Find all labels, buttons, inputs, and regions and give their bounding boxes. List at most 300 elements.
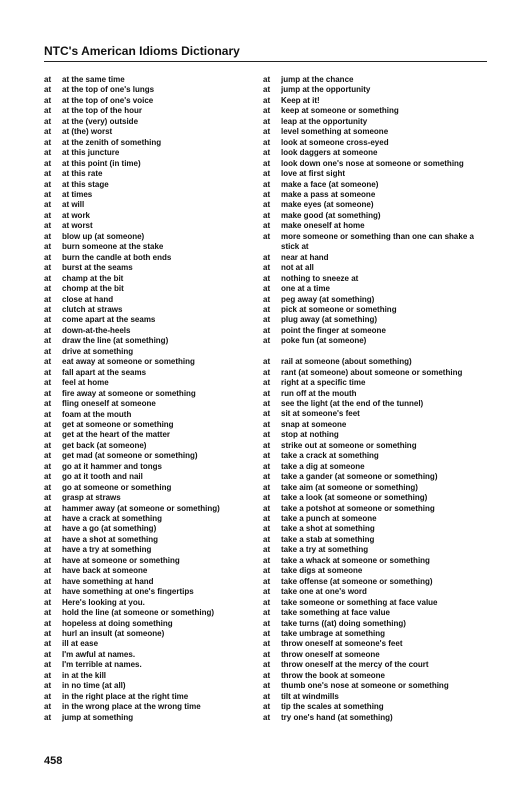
- entry-keyword: at: [263, 608, 271, 618]
- entry-keyword: at: [44, 419, 52, 429]
- entry-keyword: at: [44, 304, 52, 314]
- entry-idiom: have at someone or something: [62, 555, 180, 565]
- index-entry: [263, 221, 493, 231]
- entry-keyword: at: [44, 660, 52, 670]
- entry-idiom: at the (very) outside: [62, 116, 139, 126]
- entry-keyword: at: [44, 514, 52, 524]
- index-entry: [44, 399, 264, 409]
- entry-keyword: at: [263, 440, 271, 450]
- index-entry: [263, 409, 493, 419]
- entry-idiom: close at hand: [62, 294, 114, 304]
- index-entry: [44, 702, 264, 712]
- entry-keyword: at: [263, 399, 271, 409]
- index-entry: [263, 200, 493, 210]
- entry-keyword: at: [263, 158, 271, 168]
- entry-keyword: at: [263, 702, 271, 712]
- entry-keyword: at: [263, 367, 271, 377]
- entry-idiom: blow up (at someone): [62, 231, 145, 241]
- index-entry: [263, 681, 493, 691]
- entry-keyword: at: [263, 566, 271, 576]
- index-entry: [44, 441, 264, 451]
- entry-idiom: point the finger at someone: [281, 325, 386, 335]
- entry-idiom: at this juncture: [62, 148, 120, 158]
- entry-keyword: at: [44, 95, 52, 105]
- entry-keyword: at: [44, 451, 52, 461]
- entry-keyword: at: [263, 514, 271, 524]
- entry-idiom: clutch at straws: [62, 304, 123, 314]
- entry-keyword: at: [44, 545, 52, 555]
- index-entry: [44, 295, 264, 305]
- entry-idiom: stop at nothing: [281, 430, 339, 440]
- entry-idiom: strike out at someone or something: [281, 440, 417, 450]
- entry-idiom: have a go (at something): [62, 524, 157, 534]
- entry-keyword: at: [44, 576, 52, 586]
- index-entry: [263, 483, 493, 493]
- entry-idiom: draw the line (at something): [62, 336, 169, 346]
- index-entry: [44, 96, 264, 106]
- index-entry: [44, 253, 264, 263]
- entry-idiom: take a shot at something: [281, 524, 375, 534]
- entry-keyword: at: [44, 336, 52, 346]
- index-entry: [263, 514, 493, 524]
- entry-idiom: nothing to sneeze at: [281, 273, 359, 283]
- index-entry: [44, 514, 264, 524]
- entry-idiom: take a try at something: [281, 545, 369, 555]
- entry-idiom: hold the line (at someone or something): [62, 608, 215, 618]
- entry-keyword: at: [44, 169, 52, 179]
- entry-idiom: down-at-the-heels: [62, 325, 131, 335]
- index-entry: [44, 713, 264, 723]
- entry-keyword: at: [263, 252, 271, 262]
- entry-idiom: rant (at someone) about someone or something: [281, 367, 463, 377]
- index-entry: [44, 524, 264, 534]
- entry-idiom: jump at the chance: [281, 75, 354, 84]
- entry-keyword: at: [263, 284, 271, 294]
- index-entry: [44, 357, 264, 367]
- index-entry: [263, 524, 493, 534]
- entry-idiom: take a punch at someone: [281, 514, 377, 524]
- entry-keyword: at: [44, 210, 52, 220]
- entry-idiom: at the top of one's lungs: [62, 85, 155, 95]
- index-entry: [44, 315, 264, 325]
- entry-keyword: at: [263, 534, 271, 544]
- entry-keyword: at: [263, 451, 271, 461]
- index-entry: [263, 639, 493, 649]
- entry-idiom: I'm awful at names.: [62, 649, 136, 659]
- entry-keyword: at: [263, 503, 271, 513]
- entry-keyword: at: [44, 75, 52, 84]
- entry-keyword: at: [44, 493, 52, 503]
- index-entry: [44, 190, 264, 200]
- index-entry: [44, 389, 264, 399]
- entry-keyword: at: [263, 681, 271, 691]
- entry-idiom: take a stab at something: [281, 534, 375, 544]
- index-entry: [263, 713, 493, 723]
- index-entry: [263, 106, 493, 116]
- entry-keyword: at: [263, 461, 271, 471]
- entry-keyword: at: [263, 555, 271, 565]
- index-entry: [263, 545, 493, 555]
- entry-idiom: take a crack at something: [281, 451, 379, 461]
- entry-keyword: at: [263, 524, 271, 534]
- entry-keyword: at: [263, 273, 271, 283]
- index-entry: [44, 556, 264, 566]
- index-entry: [44, 619, 264, 629]
- entry-idiom: jump at something: [62, 712, 134, 722]
- entry-idiom: take a whack at someone or something: [281, 555, 430, 565]
- entry-idiom: make oneself at home: [281, 221, 365, 231]
- entry-keyword: at: [44, 137, 52, 147]
- entry-keyword: at: [263, 482, 271, 492]
- entry-idiom: get at the heart of the matter: [62, 430, 171, 440]
- entry-idiom: take one at one's word: [281, 587, 367, 597]
- entry-idiom: level something at someone: [281, 127, 389, 137]
- index-entry: [44, 629, 264, 639]
- entry-keyword: at: [44, 252, 52, 262]
- entry-idiom: foam at the mouth: [62, 409, 132, 419]
- entry-idiom: rail at someone (about something): [281, 357, 412, 367]
- index-entry: [44, 598, 264, 608]
- entry-keyword: at: [263, 691, 271, 701]
- index-entry: [263, 629, 493, 639]
- entry-idiom: make a face (at someone): [281, 179, 379, 189]
- entry-idiom: take aim (at someone or something): [281, 482, 418, 492]
- index-entry: [44, 326, 264, 336]
- entry-keyword: at: [263, 409, 271, 419]
- index-entry: [263, 441, 493, 451]
- index-entry: [263, 274, 493, 284]
- index-entry: [263, 420, 493, 430]
- entry-idiom: have back at someone: [62, 566, 148, 576]
- entry-keyword: at: [263, 597, 271, 607]
- entry-keyword: at: [263, 231, 271, 241]
- entry-keyword: at: [263, 388, 271, 398]
- entry-idiom: jump at the opportunity: [281, 85, 371, 95]
- entry-keyword: at: [263, 294, 271, 304]
- entry-idiom: look daggers at someone: [281, 148, 378, 158]
- entry-idiom: go at someone or something: [62, 482, 172, 492]
- entry-keyword: at: [263, 106, 271, 116]
- index-entry: [44, 420, 264, 430]
- index-entry: [263, 75, 493, 85]
- entry-keyword: at: [44, 148, 52, 158]
- index-entry: [44, 274, 264, 284]
- index-entry: [263, 190, 493, 200]
- index-entry: [263, 598, 493, 608]
- entry-idiom: have something at one's fingertips: [62, 587, 194, 597]
- entry-idiom: fall apart at the seams: [62, 367, 147, 377]
- entry-keyword: at: [44, 294, 52, 304]
- entry-idiom: at (the) worst: [62, 127, 113, 137]
- index-entry: [263, 608, 493, 618]
- index-entry: [44, 483, 264, 493]
- entry-idiom: more someone or something than one can shake a stick at: [281, 231, 474, 252]
- entry-keyword: at: [263, 712, 271, 722]
- index-entry: [44, 410, 264, 420]
- entry-keyword: at: [263, 493, 271, 503]
- entry-idiom: hammer away (at someone or something): [62, 503, 220, 513]
- index-entry: [44, 660, 264, 670]
- entry-idiom: take turns ((at) doing something): [281, 618, 406, 628]
- entry-keyword: at: [44, 378, 52, 388]
- entry-idiom: pick at someone or something: [281, 304, 397, 314]
- entry-keyword: at: [44, 618, 52, 628]
- entry-keyword: at: [44, 242, 52, 252]
- entry-keyword: at: [44, 189, 52, 199]
- entry-keyword: at: [263, 315, 271, 325]
- entry-keyword: at: [44, 440, 52, 450]
- entry-keyword: at: [44, 670, 52, 680]
- entry-keyword: at: [263, 189, 271, 199]
- entry-keyword: at: [44, 263, 52, 273]
- entry-keyword: at: [44, 566, 52, 576]
- entry-idiom: look down one's nose at someone or something: [281, 158, 464, 168]
- index-entry: [44, 587, 264, 597]
- entry-keyword: at: [44, 649, 52, 659]
- index-entry: [263, 284, 493, 294]
- entry-keyword: at: [263, 587, 271, 597]
- index-entry: [263, 587, 493, 597]
- entry-keyword: at: [44, 681, 52, 691]
- entry-keyword: at: [44, 221, 52, 231]
- entry-keyword: at: [44, 587, 52, 597]
- index-entry: [44, 545, 264, 555]
- entry-keyword: at: [44, 702, 52, 712]
- entry-keyword: at: [44, 430, 52, 440]
- entry-idiom: take umbrage at something: [281, 629, 386, 638]
- index-entry: [263, 577, 493, 587]
- entry-idiom: take a potshot at someone or something: [281, 503, 435, 513]
- entry-idiom: drive at something: [62, 346, 134, 356]
- entry-idiom: at worst: [62, 221, 93, 231]
- index-entry: [263, 253, 493, 263]
- entry-keyword: at: [44, 639, 52, 649]
- entry-idiom: burst at the seams: [62, 263, 133, 273]
- header-rule: [44, 61, 487, 62]
- entry-idiom: in at the kill: [62, 670, 107, 680]
- entry-keyword: at: [263, 263, 271, 273]
- index-entry: [44, 159, 264, 169]
- index-entry: [263, 650, 493, 660]
- index-entry: [263, 399, 493, 409]
- index-entry: [263, 389, 493, 399]
- index-entry: [263, 263, 493, 273]
- entry-keyword: at: [263, 545, 271, 555]
- entry-keyword: at: [263, 200, 271, 210]
- entry-idiom: see the light (at the end of the tunnel): [281, 399, 424, 409]
- entry-keyword: at: [44, 409, 52, 419]
- entry-idiom: in no time (at all): [62, 681, 126, 691]
- index-entry: [44, 180, 264, 190]
- index-entry: [44, 127, 264, 137]
- index-entry: [263, 315, 493, 325]
- index-entry: [263, 368, 493, 378]
- entry-idiom: try one's hand (at something): [281, 712, 393, 722]
- entry-keyword: at: [44, 357, 52, 367]
- entry-idiom: have something at hand: [62, 576, 154, 586]
- entry-keyword: at: [263, 137, 271, 147]
- index-entry: [263, 619, 493, 629]
- running-header: NTC's American Idioms Dictionary: [44, 44, 240, 58]
- entry-keyword: at: [44, 116, 52, 126]
- entry-idiom: throw the book at someone: [281, 670, 386, 680]
- entry-idiom: at this point (in time): [62, 158, 141, 168]
- entry-idiom: at the same time: [62, 75, 125, 84]
- entry-keyword: at: [263, 660, 271, 670]
- entry-keyword: at: [263, 221, 271, 231]
- index-entry: [263, 566, 493, 576]
- entry-keyword: at: [263, 169, 271, 179]
- entry-keyword: at: [44, 315, 52, 325]
- entry-keyword: at: [44, 712, 52, 722]
- index-entry: [44, 169, 264, 179]
- entry-idiom: tilt at windmills: [281, 691, 339, 701]
- entry-idiom: sit at someone's feet: [281, 409, 360, 419]
- entry-keyword: at: [263, 378, 271, 388]
- entry-idiom: have a crack at something: [62, 514, 163, 524]
- index-entry: [263, 430, 493, 440]
- entry-idiom: make good (at something): [281, 210, 381, 220]
- entry-idiom: tip the scales at something: [281, 702, 384, 712]
- entry-idiom: throw oneself at someone's feet: [281, 639, 403, 649]
- entry-idiom: take a look (at someone or something): [281, 493, 428, 503]
- index-entry: [263, 357, 493, 367]
- entry-idiom: look at someone cross-eyed: [281, 137, 389, 147]
- index-entry: [44, 577, 264, 587]
- entry-idiom: throw oneself at the mercy of the court: [281, 660, 429, 670]
- entry-keyword: at: [44, 127, 52, 137]
- index-entry: [263, 493, 493, 503]
- entry-keyword: at: [263, 75, 271, 84]
- index-entry: [44, 284, 264, 294]
- entry-keyword: at: [44, 284, 52, 294]
- index-entry: [263, 127, 493, 137]
- entry-idiom: grasp at straws: [62, 493, 121, 503]
- entry-keyword: at: [263, 670, 271, 680]
- index-entry: [263, 336, 493, 346]
- index-entry: [263, 117, 493, 127]
- entry-keyword: at: [44, 608, 52, 618]
- entry-idiom: fling oneself at someone: [62, 399, 156, 409]
- entry-keyword: at: [263, 639, 271, 649]
- entry-keyword: at: [44, 399, 52, 409]
- entry-keyword: at: [44, 231, 52, 241]
- entry-idiom: at the zenith of something: [62, 137, 162, 147]
- index-entry: [44, 671, 264, 681]
- entry-idiom: at will: [62, 200, 85, 210]
- entry-idiom: take digs at someone: [281, 566, 363, 576]
- entry-idiom: thumb one's nose at someone or something: [281, 681, 449, 691]
- entry-idiom: champ at the bit: [62, 273, 124, 283]
- index-entry: [263, 169, 493, 179]
- entry-idiom: throw oneself at someone: [281, 649, 380, 659]
- entry-keyword: at: [263, 576, 271, 586]
- index-entry: [44, 493, 264, 503]
- index-entry: [263, 660, 493, 670]
- entry-keyword: at: [44, 325, 52, 335]
- index-entry: [263, 148, 493, 158]
- index-entry: [44, 504, 264, 514]
- entry-keyword: at: [263, 85, 271, 95]
- index-entry: [263, 692, 493, 702]
- entry-idiom: have a try at something: [62, 545, 152, 555]
- index-entry: [44, 650, 264, 660]
- index-entry: [263, 211, 493, 221]
- index-entry: [44, 85, 264, 95]
- index-entry: [44, 430, 264, 440]
- entry-keyword: at: [44, 85, 52, 95]
- index-entry: [263, 180, 493, 190]
- index-entry: [263, 138, 493, 148]
- index-entry: [44, 221, 264, 231]
- entry-idiom: make eyes (at someone): [281, 200, 374, 210]
- entry-idiom: peg away (at something): [281, 294, 375, 304]
- blank-line: [263, 347, 493, 357]
- entry-keyword: at: [263, 148, 271, 158]
- entry-idiom: run off at the mouth: [281, 388, 357, 398]
- index-entry: [44, 336, 264, 346]
- entry-keyword: at: [263, 430, 271, 440]
- entry-idiom: burn someone at the stake: [62, 242, 164, 252]
- page-number: 458: [44, 755, 63, 767]
- index-entry: [44, 451, 264, 461]
- entry-keyword: at: [44, 273, 52, 283]
- right-column: [263, 75, 493, 723]
- entry-idiom: go at it hammer and tongs: [62, 461, 163, 471]
- entry-keyword: at: [263, 325, 271, 335]
- entry-keyword: at: [263, 629, 271, 638]
- entry-keyword: at: [44, 200, 52, 210]
- entry-idiom: take a dig at someone: [281, 461, 365, 471]
- index-entry: [44, 75, 264, 85]
- entry-keyword: at: [263, 95, 271, 105]
- entry-idiom: chomp at the bit: [62, 284, 124, 294]
- entry-keyword: at: [44, 524, 52, 534]
- entry-keyword: at: [44, 503, 52, 513]
- index-entry: [44, 242, 264, 252]
- index-entry: [263, 451, 493, 461]
- entry-keyword: at: [44, 158, 52, 168]
- index-entry: [44, 462, 264, 472]
- index-entry: [263, 326, 493, 336]
- index-entry: [263, 462, 493, 472]
- entry-idiom: one at a time: [281, 284, 330, 294]
- index-entry: [263, 85, 493, 95]
- entry-keyword: at: [263, 357, 271, 367]
- entry-keyword: at: [263, 472, 271, 482]
- entry-keyword: at: [44, 482, 52, 492]
- entry-idiom: Keep at it!: [281, 95, 320, 105]
- index-entry: [263, 671, 493, 681]
- entry-idiom: in the wrong place at the wrong time: [62, 702, 201, 712]
- entry-keyword: at: [44, 691, 52, 701]
- index-entry: [263, 295, 493, 305]
- entry-idiom: get back (at someone): [62, 440, 147, 450]
- entry-idiom: burn the candle at both ends: [62, 252, 172, 262]
- entry-keyword: at: [44, 472, 52, 482]
- entry-keyword: at: [263, 419, 271, 429]
- index-entry: [44, 535, 264, 545]
- entry-keyword: at: [44, 179, 52, 189]
- index-entry: [263, 96, 493, 106]
- index-entry: [44, 692, 264, 702]
- entry-idiom: Here's looking at you.: [62, 597, 145, 607]
- entry-idiom: keep at someone or something: [281, 106, 399, 116]
- entry-keyword: at: [44, 346, 52, 356]
- entry-keyword: at: [263, 618, 271, 628]
- entry-idiom: in the right place at the right time: [62, 691, 189, 701]
- entry-idiom: eat away at someone or something: [62, 357, 195, 367]
